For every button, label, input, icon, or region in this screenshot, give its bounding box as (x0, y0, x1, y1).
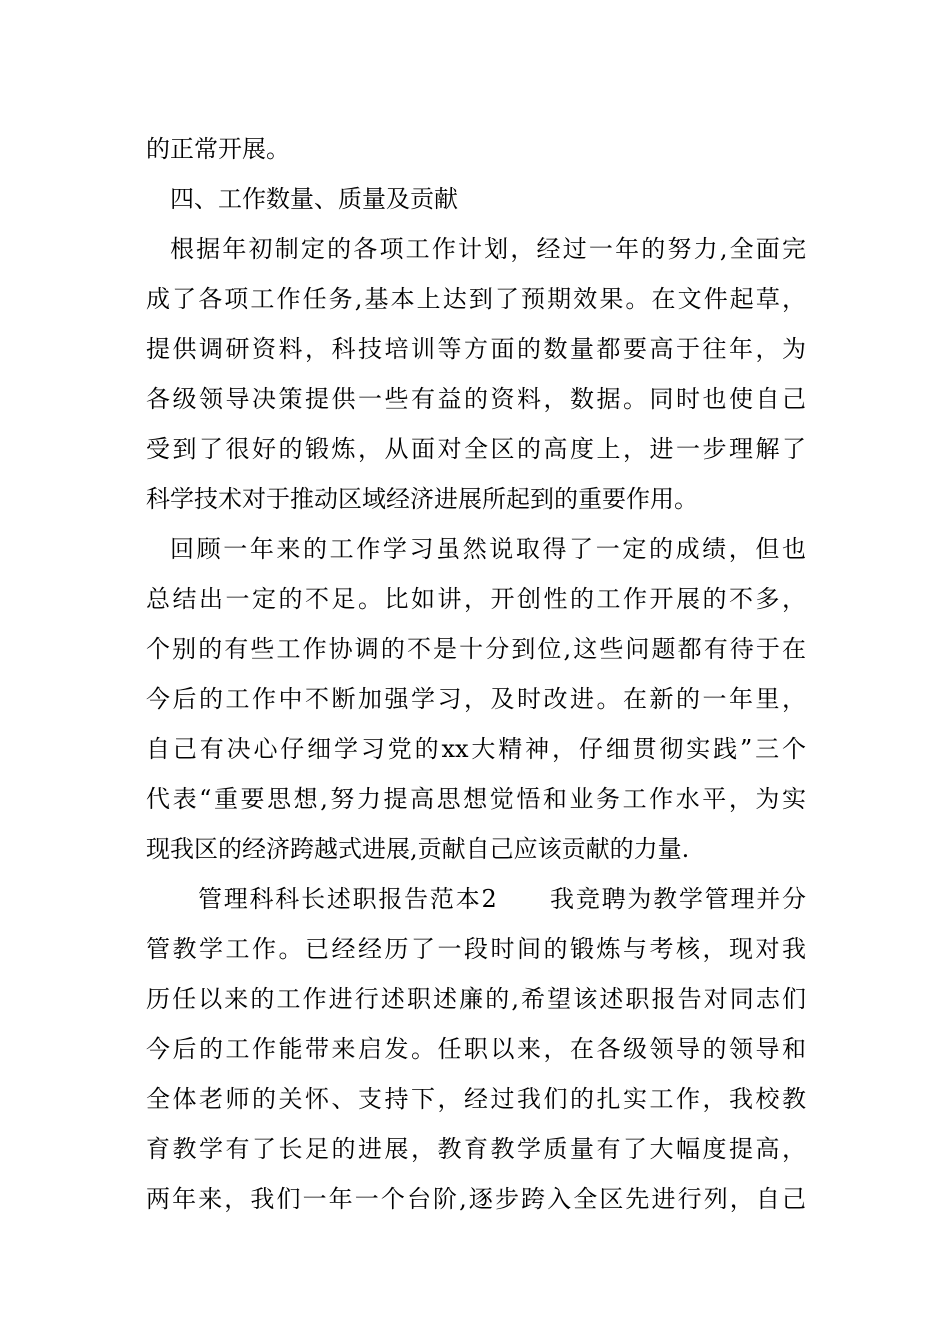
text-line: 今后的工作能带来启发。任职以来，在各级领导的领导和 (146, 1035, 806, 1063)
report-title-line: 管理科科长述职报告范本2 我竞聘为教学管理并分 (198, 885, 806, 913)
text-line: 的正常开展。 (146, 135, 290, 163)
text-line: 两年来，我们一年一个台阶,逐步跨入全区先进行列，自己 (146, 1185, 806, 1213)
text-line: 各级领导决策提供一些有益的资料，数据。同时也使自己 (146, 385, 806, 413)
text-line: 历任以来的工作进行述职述廉的,希望该述职报告对同志们 (146, 985, 806, 1013)
text-line: 根据年初制定的各项工作计划，经过一年的努力,全面完 (170, 235, 806, 263)
text-line: 育教学有了长足的进展，教育教学质量有了大幅度提高， (146, 1135, 806, 1163)
text-line: 成了各项工作任务,基本上达到了预期效果。在文件起草， (146, 285, 806, 313)
text-line: 现我区的经济跨越式进展,贡献自己应该贡献的力量. (146, 835, 690, 863)
text-line: 受到了很好的锻炼，从面对全区的高度上，进一步理解了 (146, 435, 806, 463)
text-line: 科学技术对于推动区域经济进展所起到的重要作用。 (146, 485, 698, 513)
text-line: 回顾一年来的工作学习虽然说取得了一定的成绩，但也 (170, 535, 806, 563)
text-line: 全体老师的关怀、支持下，经过我们的扎实工作，我校教 (146, 1085, 806, 1113)
text-line: 总结出一定的不足。比如讲，开创性的工作开展的不多， (146, 585, 806, 613)
text-line: 自己有决心仔细学习党的xx大精神，仔细贯彻实践”三个 (146, 735, 806, 763)
text-line: 个别的有些工作协调的不是十分到位,这些问题都有待于在 (146, 635, 806, 663)
text-line: 代表“重要思想,努力提高思想觉悟和业务工作水平，为实 (146, 785, 806, 813)
text-line: 管教学工作。已经经历了一段时间的锻炼与考核，现对我 (146, 935, 806, 963)
text-line: 今后的工作中不断加强学习，及时改进。在新的一年里， (146, 685, 806, 713)
text-line: 提供调研资料，科技培训等方面的数量都要高于往年，为 (146, 335, 806, 363)
section-heading: 四、工作数量、质量及贡献 (170, 185, 458, 213)
